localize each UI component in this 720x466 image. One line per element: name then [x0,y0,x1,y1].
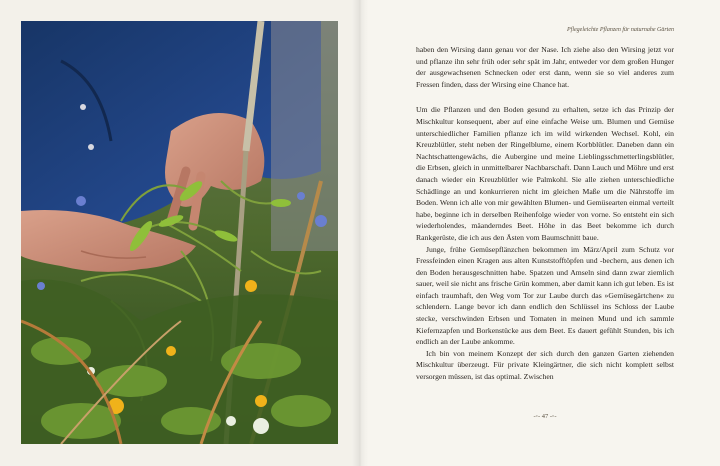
running-title: Pflegeleichte Pflanzen für naturnahe Gärten [567,27,674,33]
paragraph-1: haben den Wirsing dann genau vor der Nase. Ich ziehe also den Wirsing jetzt vor und pflanze ihn sehr früh oder sehr spät im Jahr, entweder vor dem großen Hunger der ausgewachsenen Schnecken oder erst dann, wenn sie so viel anderes zum Fressen finden, dass der Wirsing eine Chance hat. [416,45,674,89]
page-number: -◦- 47 -◦- [533,413,557,420]
book-gutter [352,0,368,466]
body-text [416,44,674,383]
paragraph-4: Ich bin von meinem Konzept der sich durch den ganzen Garten ziehenden Mischkultur überzeugt. Für private Kleingärtner, die sich nicht komplett selbst versorgen müssen, ist das optimal. Zwischen [416,348,674,382]
paragraph-3: Junge, frühe Gemüsepflänzchen bekommen im März/April zum Schutz vor Fressfeinden einen Kragen aus alten Kunststofftöpfen und -bechern, aus denen ich den Boden herausgeschnitten habe. Spatzen und Amseln sind dann zwar ziemlich sauer, weil sie nicht ans frische Grün kommen, aber damit kann ich gut leben. Es ist einfach traumhaft, den Weg vom Tor zur Laube durch das »Gemüsegärtchen« zu schlendern. Lange bevor ich dann endlich den Schlüssel ins Schloss der Laube stecke, verschwinden Erbsen und Tomaten in meinen Mund und ich sammle Kiefernzapfen und Borkenstücke aus dem Beet. Es dauert gefühlt Stunden, bis ich endlich an der Laube ankomme. [416,244,675,347]
garden-photo [21,21,338,444]
paragraph-2: Um die Pflanzen und den Boden gesund zu erhalten, setze ich das Prinzip der Mischkultur konsequent, aber auf eine einfache Weise um. Blumen und Gemüse unterschiedlicher Familien pflanze ich im wild wirkenden Wechsel. Kohl, ein Kreuzblütler, steht neben der Ringelblume, einem Korbblütler. Daneben dann ein Nachtschattengewächs, die Aubergine und meine Lieblingsschmetterlingsblütler, die Erbsen, gleich in unmittelbarer Nachbarschaft. Dann Lauch und Möhre und erst danach wieder ein Kreuzblütler wie Palmkohl. Sie alle ziehen unterschiedliche Schädlinge an und konkurrieren nicht im gleichen Maße um die Nährstoffe im Boden. Wenn ich alle von mir gewählten Blumen- und Gemüsearten einmal verteilt habe, beginne ich in derselben Reihenfolge wieder von vorne. So entsteht ein sich wiederholendes, mäanderndes Beet. Höhe in das Beet bekomme ich durch Rankgerüste, die ich aus den Ästen vom Baumschnitt baue. [416,105,674,242]
hands-holding-pea-shoots-icon [21,21,338,444]
